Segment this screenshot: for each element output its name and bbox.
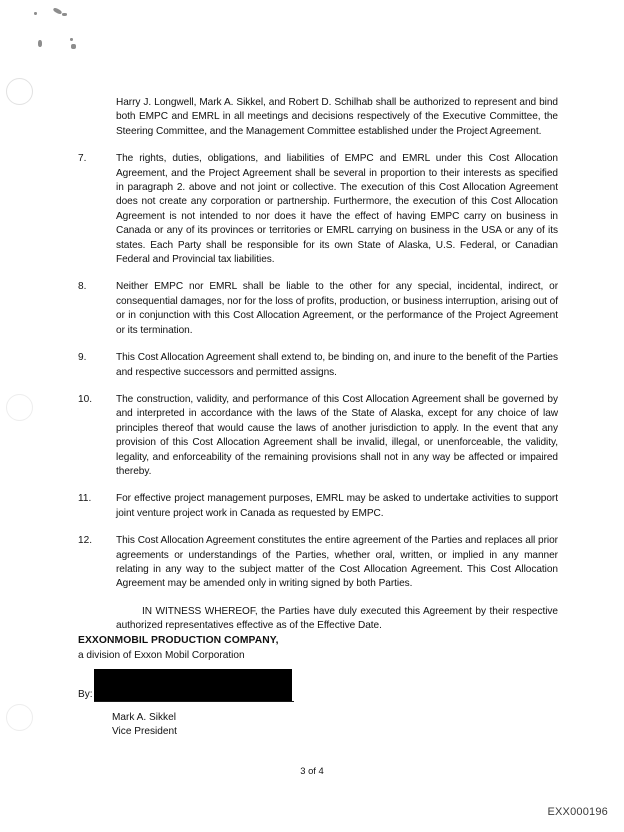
paragraph-number: 8. xyxy=(78,281,87,293)
paragraph-9 xyxy=(78,351,558,380)
scan-speck xyxy=(34,12,37,15)
paragraph-10 xyxy=(78,393,558,479)
paragraph-lead xyxy=(78,96,558,139)
witness-clause-text: IN WITNESS WHEREOF, the Parties have duly executed this Agreement by their respective authorized representatives effective as of the Effective Date. xyxy=(116,605,558,632)
paragraph-number: 10. xyxy=(78,393,93,405)
signature-row xyxy=(78,669,478,711)
document-text-body xyxy=(78,96,558,647)
paragraph-7 xyxy=(78,152,558,267)
paragraph-text: Neither EMPC nor EMRL shall be liable to the other for any special, incidental, indirect, or consequential damages, nor for the loss of profits, production, or business interruption, arising out of or in conjunction with this Cost Allocation Agreement, or the performance of the Project Agreement or its termination. xyxy=(116,281,558,336)
paragraph-8 xyxy=(78,280,558,338)
scan-speck xyxy=(62,13,67,16)
hole-punch-mark xyxy=(6,78,33,105)
hole-punch-mark xyxy=(6,394,33,421)
signature-redaction-box xyxy=(94,669,292,701)
scan-speck xyxy=(70,38,73,41)
paragraph-number: 11. xyxy=(78,493,92,505)
paragraph-number: 9. xyxy=(78,352,87,364)
hole-punch-mark xyxy=(6,704,33,731)
witness-clause xyxy=(78,605,558,634)
paragraph-text: This Cost Allocation Agreement shall extend to, be binding on, and inure to the benefit of the Parties and respective successors and permitted assigns. xyxy=(116,352,558,378)
by-label: By: xyxy=(78,689,93,700)
paragraph-text: The rights, duties, obligations, and liabilities of EMPC and EMRL under this Cost Allocation Agreement, and the Project Agreement shall be several in proportion to their interests as specified in paragraph 2. above and not joint or collective. The execution of this Cost Allocation Agreement does not create any corporation or partnership. Furthermore, the execution of this Cost Allocation Agreement is not intended to nor does it have the effect of having EMPC carry on business in Canada or any of its provinces or territories or EMRL carrying on business in the USA or any of its states. Each Party shall be responsible for its own State of Alaska, U.S. Federal, or Canadian Federal and Provincial tax liabilities. xyxy=(116,153,558,266)
paragraph-text: The construction, validity, and performance of this Cost Allocation Agreement shall be governed by and interpreted in accordance with the laws of the State of Alaska, except for any choice of law principles thereof that would cause the laws of another jurisdiction to apply. In the event that any provision of this Cost Allocation Agreement shall be invalid, illegal, or unenforceable, the validity, legality, and enforceability of the remaining provisions shall not in any way be affected or impaired thereby. xyxy=(116,393,558,477)
signatory-title: Vice President xyxy=(112,725,177,737)
paragraph-number: 7. xyxy=(78,153,87,165)
paragraph-11 xyxy=(78,492,558,521)
paragraph-text: For effective project management purposes, EMRL may be asked to undertake activities to support joint venture project work in Canada as requested by EMPC. xyxy=(116,493,558,519)
signature-line xyxy=(94,701,294,702)
scan-speck xyxy=(53,7,63,15)
signatory-company-name: EXXONMOBIL PRODUCTION COMPANY, xyxy=(78,635,279,646)
scan-speck xyxy=(71,44,76,49)
signature-block xyxy=(78,634,478,738)
page-number-footer: 3 of 4 xyxy=(300,765,324,776)
signatory-company-subtitle: a division of Exxon Mobil Corporation xyxy=(78,650,245,661)
paragraph-text: This Cost Allocation Agreement constitutes the entire agreement of the Parties and replaces all prior agreements or understandings of the Parties, whether oral, written, or implied in any manner relating in any way to the subject matter of the Cost Allocation Agreement. This Cost Allocation Agreement may be amended only in writing signed by both Parties. xyxy=(116,535,558,590)
paragraph-text: Harry J. Longwell, Mark A. Sikkel, and Robert D. Schilhab shall be authorized to represent and bind both EMPC and EMRL in all meetings and decisions respectively of the Executive Committee, the Steering Committee, and the Management Committee established under the Project Agreement. xyxy=(116,97,558,137)
bates-number: EXX000196 xyxy=(547,806,608,818)
signatory-name: Mark A. Sikkel xyxy=(112,712,176,723)
paragraph-12 xyxy=(78,534,558,592)
scan-speck xyxy=(38,40,42,47)
paragraph-number: 12. xyxy=(78,535,93,547)
